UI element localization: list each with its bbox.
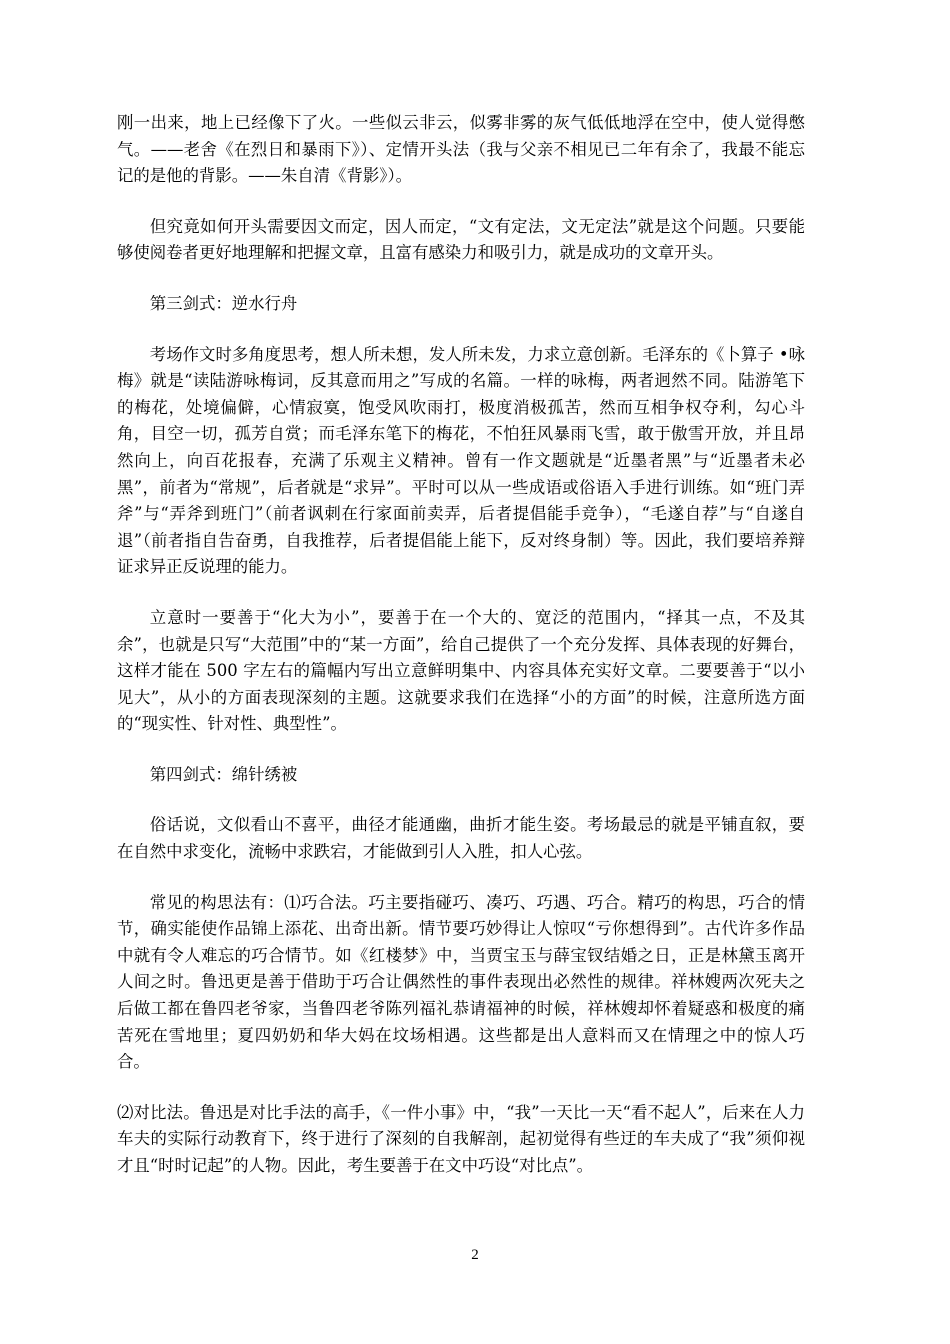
paragraph-1: 刚一出来，地上已经像下了火。一些似云非云，似雾非雾的灰气低低地浮在空中，使人觉得憋气。——老舍《在烈日和暴雨下》）、定情开头法（我与父亲不相见已二年有余了，我最不能忘记的是他的背影。——朱自清《背影》）。 [117, 113, 805, 186]
page-number: 2 [471, 1247, 479, 1263]
paragraph-9: ⑵对比法。鲁迅是对比手法的高手，《一件小事》中，“我”一天比一天“看不起人”，后来在人力车夫的实际行动教育下，终于进行了深刻的自我解剖，起初觉得有些迂的车夫成了“我”须仰视才且“时时记起”的人物。因此，考生要善于在文中巧设“对比点”。 [117, 1102, 805, 1175]
paragraph-5: 立意时一要善于“化大为小”，要善于在一个大的、宽泛的范围内，“择其一点，不及其余”，也就是只写“大范围”中的“某一方面”，给自己提供了一个充分发挥、具体表现的好舞台，这样才能在 500 字左右的篇幅内写出立意鲜明集中、内容具体充实好文章。二要要善于“以小见大”，从小的方面表现深刻的主题。这就要求我们在选择“小的方面”的时候，注意所选方面的“现实性、针对性、典型性”。 [117, 607, 805, 734]
section-heading-3: 第三剑式：逆水行舟 [149, 293, 298, 313]
paragraph-7: 俗话说，文似看山不喜平，曲径才能通幽，曲折才能生姿。考场最忌的就是平铺直叙，要在自然中求变化，流畅中求跌宕，才能做到引人入胜，扣人心弦。 [117, 815, 805, 862]
paragraph-2: 但究竟如何开头需要因文而定，因人而定，“文有定法，文无定法”就是这个问题。只要能够使阅卷者更好地理解和把握文章，且富有感染力和吸引力，就是成功的文章开头。 [117, 216, 805, 263]
paragraph-4: 考场作文时多角度思考，想人所未想，发人所未发，力求立意创新。毛泽东的《卜算子 •咏梅》就是“读陆游咏梅词，反其意而用之”写成的名篇。一样的咏梅，两者迥然不同。陆游笔下的梅花，处境偏僻，心情寂寞，饱受风吹雨打，极度消极孤苦，然而互相争权夺利，勾心斗角，目空一切，孤芳自赏；而毛泽东笔下的梅花，不怕狂风暴雨飞雪，敢于傲雪开放，并且昂然向上，向百花报春，充满了乐观主义精神。曾有一作文题就是“近墨者黑”与“近墨者未必黑”，前者为“常规”，后者就是“求异”。平时可以从一些成语或俗语入手进行训练。如“班门弄斧”与“弄斧到班门”（前者讽刺在行家面前卖弄，后者提倡能手竞争），“毛遂自荐”与“自遂自退”（前者指自告奋勇，自我推荐，后者提倡能上能下，反对终身制）等。因此，我们要培养辩证求异正反说理的能力。 [117, 344, 805, 577]
paragraph-8: 常见的构思法有：⑴巧合法。巧主要指碰巧、凑巧、巧遇、巧合。精巧的构思，巧合的情节，确实能使作品锦上添花、出奇出新。情节要巧妙得让人惊叹“亏你想得到”。古代许多作品中就有令人难忘的巧合情节。如《红楼梦》中，当贾宝玉与薛宝钗结婚之日，正是林黛玉离开人间之时。鲁迅更是善于借助于巧合让偶然性的事件表现出必然性的规律。祥林嫂两次死夫之后做工都在鲁四老爷家，当鲁四老爷陈列福礼恭请福神的时候，祥林嫂却怀着疑惑和极度的痛苦死在雪地里；夏四奶奶和华大妈在坟场相遇。这些都是出人意料而又在情理之中的惊人巧合。 [117, 892, 805, 1072]
document-body [117, 110, 805, 1204]
section-heading-4: 第四剑式：绵针绣被 [149, 764, 298, 784]
